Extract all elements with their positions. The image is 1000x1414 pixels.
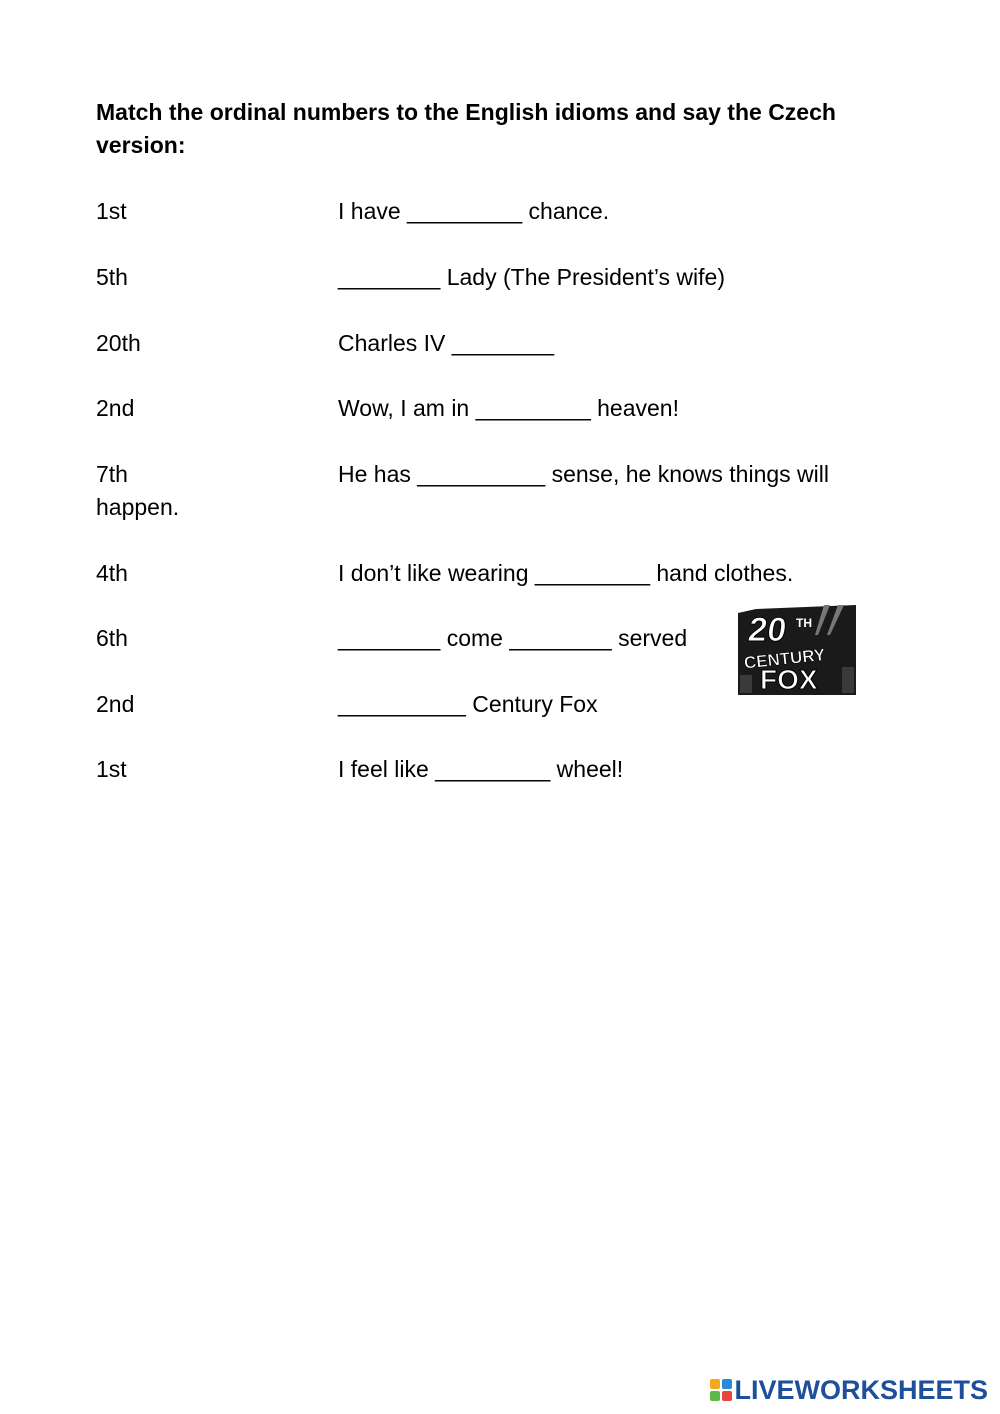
- exercise-row: [96, 753, 886, 786]
- logo-text-fox: FOX: [760, 664, 818, 695]
- liveworksheets-logo-icon: [710, 1379, 732, 1401]
- idiom-sentence: He has __________ sense, he knows things will: [338, 461, 829, 487]
- ordinal-number: 2nd: [96, 395, 135, 421]
- idiom-sentence: ________ Lady (The President’s wife): [338, 264, 725, 290]
- idiom-sentence: I have _________ chance.: [338, 198, 610, 224]
- liveworksheets-brand: [710, 1374, 988, 1406]
- idiom-sentence-continuation: happen.: [96, 494, 180, 520]
- ordinal-number: 20th: [96, 330, 141, 356]
- exercise-row: [96, 392, 886, 425]
- idiom-sentence: Charles IV ________: [338, 330, 555, 356]
- exercise-row: [96, 557, 886, 590]
- ordinal-number: 5th: [96, 264, 128, 290]
- logo-building: [842, 667, 854, 693]
- exercise-row: [96, 195, 886, 228]
- ordinal-number: 6th: [96, 625, 128, 651]
- logo-text-20: 20: [745, 611, 789, 649]
- exercise-row: [96, 458, 886, 491]
- exercise-row: [96, 327, 886, 360]
- idiom-sentence: ________ come ________ served: [338, 625, 688, 651]
- ordinal-number: 2nd: [96, 691, 135, 717]
- logo-text-century: CENTURY: [743, 645, 827, 673]
- idiom-sentence: Wow, I am in _________ heaven!: [338, 395, 679, 421]
- idiom-sentence: __________ Century Fox: [338, 691, 598, 717]
- idiom-sentence: I don’t like wearing _________ hand clothes.: [338, 560, 794, 586]
- idiom-sentence: I feel like _________ wheel!: [338, 756, 624, 782]
- ordinal-number: 7th: [96, 461, 128, 487]
- exercise-row: [96, 261, 886, 294]
- ordinal-number: 4th: [96, 560, 128, 586]
- liveworksheets-wordmark: LIVEWORKSHEETS: [734, 1374, 988, 1405]
- logo-building: [740, 675, 752, 693]
- logo-text-th: TH: [796, 616, 812, 630]
- ordinal-number: 1st: [96, 756, 127, 782]
- 20th-century-fox-logo: [738, 605, 856, 695]
- exercise-row-continuation: [96, 491, 886, 524]
- ordinal-number: 1st: [96, 198, 127, 224]
- instruction-heading: Match the ordinal numbers to the English idioms and say the Czech version:: [96, 99, 836, 158]
